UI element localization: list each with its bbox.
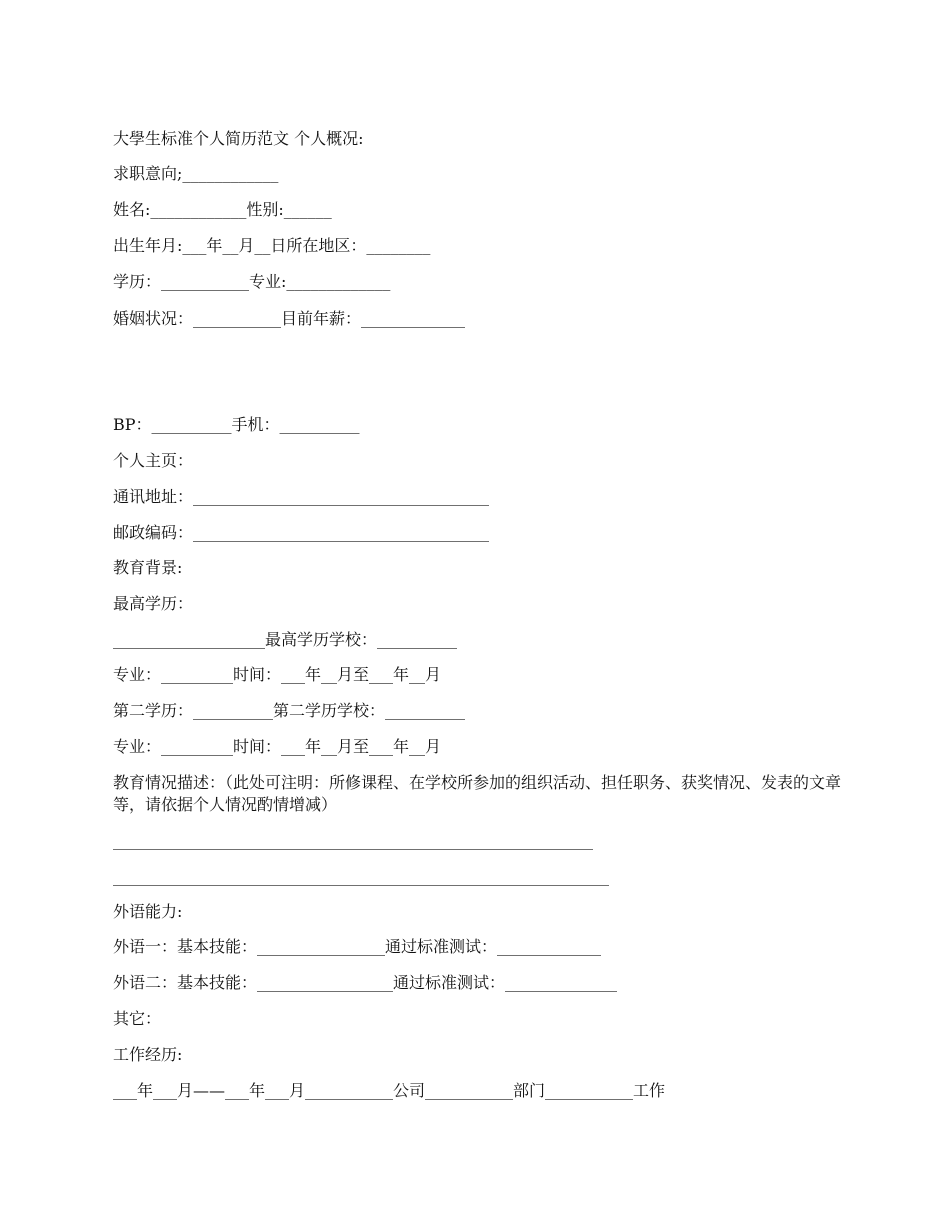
field-major-period-2: 专业：_________时间：___年__月至___年__月 <box>113 737 442 756</box>
section-other: 其它： <box>113 1009 162 1028</box>
section-work-experience: 工作经历: <box>113 1045 183 1064</box>
blank-line-1: ____________________________________________________________ <box>113 831 593 850</box>
field-work-entry: ___年___月——___年___月___________公司___________部门___________工作 <box>113 1081 666 1100</box>
field-address: 通讯地址：_____________________________________ <box>113 487 490 506</box>
field-education-description: 教育情况描述：（此处可注明：所修课程、在学校所参加的组织活动、担任职务、获奖情况、发表的文章等，请依据个人情况酌情增减） <box>113 773 842 814</box>
field-language-1: 外语一：基本技能：________________通过标准测试：_____________ <box>113 937 602 956</box>
field-highest-degree: 最高学历： <box>113 594 194 613</box>
field-language-2: 外语二：基本技能：_________________通过标准测试：______________ <box>113 973 618 992</box>
field-bp-mobile: BP：__________手机：__________ <box>113 415 360 434</box>
blank-line-2: ______________________________________________________________ <box>113 867 609 886</box>
field-highest-school: ___________________最高学历学校：__________ <box>113 630 458 649</box>
field-education-major: 学历：___________专业:_____________ <box>113 272 391 291</box>
field-postcode: 邮政编码：_____________________________________ <box>113 523 490 542</box>
field-name-gender: 姓名:____________性别:______ <box>113 200 332 219</box>
field-job-intention: 求职意向;____________ <box>113 164 279 183</box>
doc-title: 大學生标准个人简历范文 个人概况: <box>113 129 364 148</box>
section-language: 外语能力: <box>113 902 183 921</box>
field-birth-location: 出生年月:___年__月__日所在地区：________ <box>113 236 431 255</box>
field-major-period-1: 专业：_________时间：___年__月至___年__月 <box>113 665 442 684</box>
field-homepage: 个人主页： <box>113 451 194 470</box>
section-education: 教育背景: <box>113 558 183 577</box>
field-marital-salary: 婚姻状况：___________目前年薪：_____________ <box>113 309 466 328</box>
field-second-degree: 第二学历：__________第二学历学校：__________ <box>113 701 466 720</box>
